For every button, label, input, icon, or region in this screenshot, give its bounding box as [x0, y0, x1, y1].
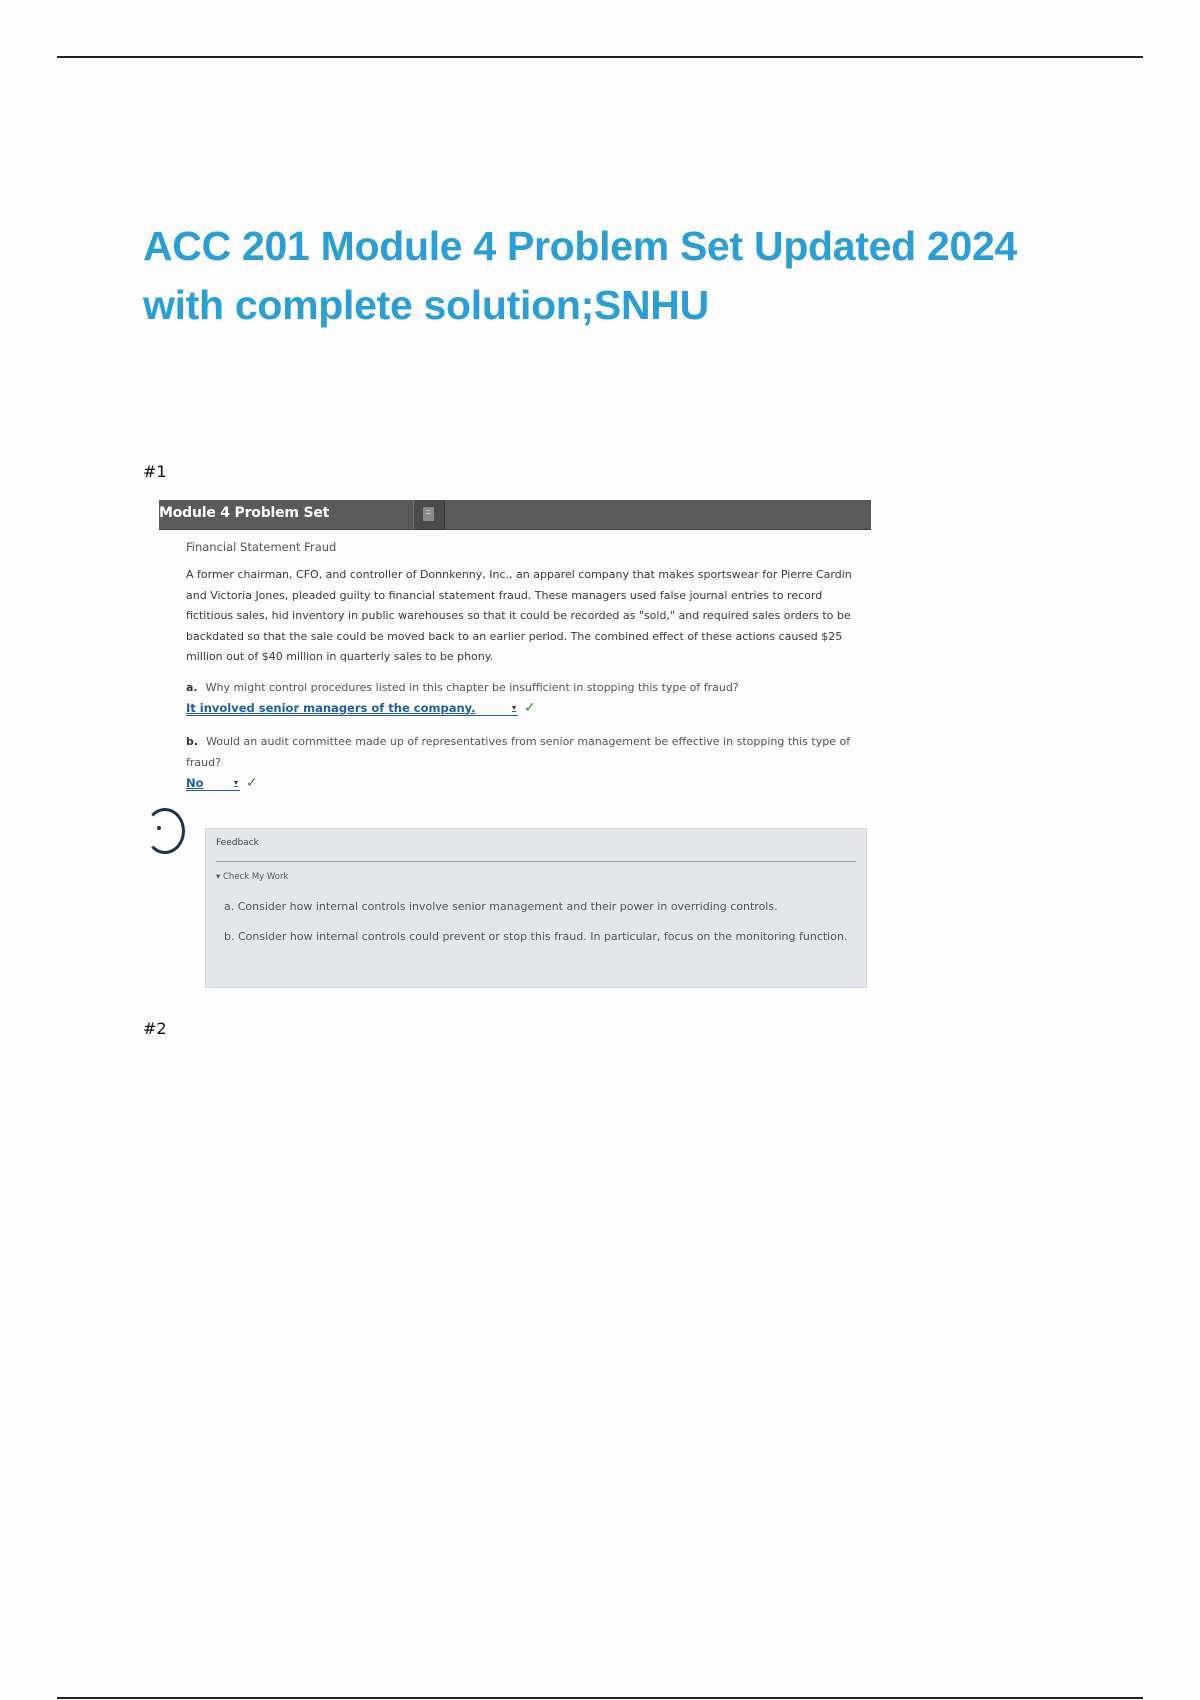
feedback-title: Feedback — [216, 838, 259, 848]
question-a — [186, 678, 856, 699]
problem-content — [186, 540, 856, 807]
question-a-text: Why might control procedures listed in this chapter be insufficient in stopping this type of fraud? — [205, 680, 739, 694]
document-title: ACC 201 Module 4 Problem Set Updated 2024 with complete solution;SNHU — [143, 223, 1018, 328]
feedback-item-b: b. Consider how internal controls could prevent or stop this fraud. In particular, focus on the monitoring function. — [224, 930, 848, 943]
top-rule — [57, 56, 1143, 58]
section-label-1: #1 — [143, 462, 167, 481]
question-b — [186, 732, 856, 773]
bottom-rule — [57, 1697, 1143, 1699]
chevron-down-icon: ▾ — [511, 703, 516, 712]
check-my-work-toggle[interactable]: ▾ Check My Work — [216, 872, 289, 882]
checkmark-icon: ✓ — [246, 775, 258, 791]
book-icon[interactable] — [423, 507, 434, 521]
problem-paragraph: A former chairman, CFO, and controller of Donnkenny, Inc., an apparel company that makes sportswear for Pierre Cardin and Victoria Jones, pleaded guilty to financial statement fraud. These managers used false journal entries to record fictitious sales, hid inventory in public warehouses so that it could be recorded as "sold," and required sales orders to be backdated so that the sale could be moved back to an earlier period. The combined effect of these actions caused $25 million out of $40 million in quarterly sales to be phony. — [186, 568, 852, 663]
question-a-letter: a. — [186, 680, 198, 694]
module-header-bar — [159, 500, 871, 530]
header-separator — [413, 500, 445, 529]
chevron-down-icon: ▾ — [233, 778, 238, 787]
problem-subhead: Financial Statement Fraud — [186, 540, 337, 554]
nav-arrow-icon[interactable] — [145, 808, 185, 854]
answer-a-dropdown[interactable] — [186, 701, 518, 716]
question-b-letter: b. — [186, 735, 199, 748]
feedback-divider — [216, 861, 856, 862]
answer-a-row — [186, 698, 856, 718]
section-label-2: #2 — [143, 1019, 167, 1038]
question-b-text: Would an audit committee made up of representatives from senior management be effective in stopping this type of fraud? — [186, 735, 851, 769]
feedback-panel — [205, 828, 867, 988]
checkmark-icon: ✓ — [524, 700, 536, 716]
answer-b-value: No — [186, 775, 204, 790]
nav-dot — [157, 826, 161, 830]
answer-b-dropdown[interactable] — [186, 776, 240, 791]
feedback-item-a: a. Consider how internal controls involve senior management and their power in overriding controls. — [224, 900, 778, 913]
answer-a-value: It involved senior managers of the company. — [186, 700, 476, 715]
answer-b-row — [186, 773, 856, 793]
embedded-screenshot — [159, 500, 871, 992]
module-title: Module 4 Problem Set — [159, 505, 330, 521]
feedback-list — [224, 897, 854, 957]
